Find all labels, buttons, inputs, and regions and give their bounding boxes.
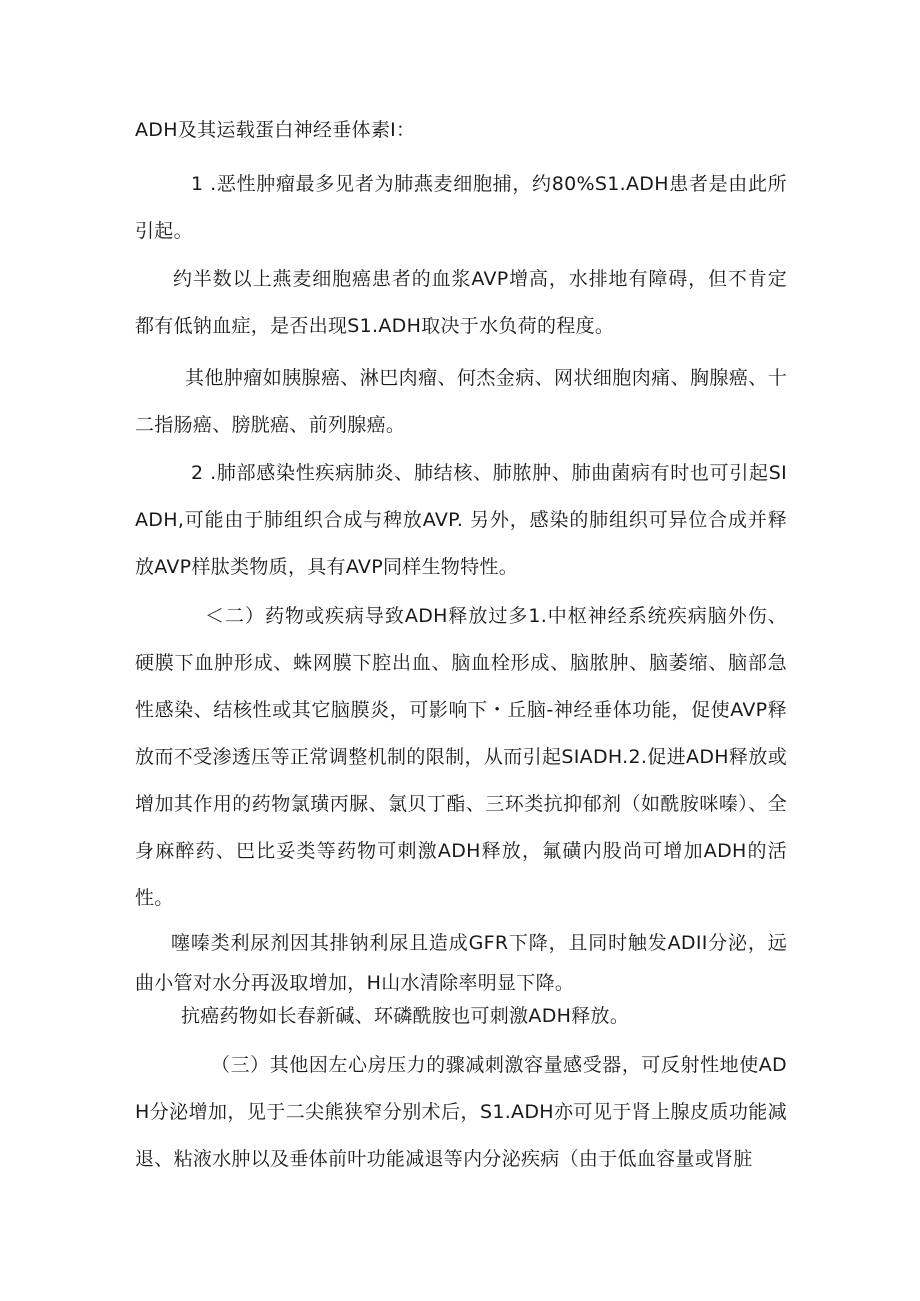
paragraph-heading: ADH及其运载蛋白神经垂体素I： xyxy=(135,119,416,141)
paragraph-2: 约半数以上燕麦细胞癌患者的血浆AVP增高，水排地有障碍，但不肯定都有低钠血症，是否出现S1.ADH取决于水负荷的程度。 xyxy=(135,268,787,337)
paragraph-1: 1 .恶性肿瘤最多见者为肺燕麦细胞捕，约80%S1.ADH患者是由此所引起。 xyxy=(135,173,787,242)
paragraph-8: （三）其他因左心房压力的骤减刺激容量感受器，可反射性地使ADH分泌增加，见于二尖熊狭窄分别术后，S1.ADH亦可见于肾上腺皮质功能减退、粘液水肿以及垂体前叶功能减退等内分泌疾病（由于低血容量或肾脏 xyxy=(135,1054,787,1170)
paragraph-5: ＜二）药物或疾病导致ADH释放过多1.中枢神经系统疾病脑外伤、硬膜下血肿形成、蛛网膜下腔出血、脑血栓形成、脑脓肿、脑萎缩、脑部急性感染、结核性或其它脑膜炎，可影响下・丘脑-神经垂体功能，促使AVP释放而不受渗透压等正常调整机制的限制，从而引起SIADH.2.促进ADH释放或增加其作用的药物氯璜丙脲、氯贝丁酯、三环类抗抑郁剂（如酰胺咪嗪）、全身麻醉药、巴比妥类等药物可刺激ADH释放，氟磺内股尚可增加ADH的活性。 xyxy=(135,605,787,909)
paragraph-3: 其他肿瘤如胰腺癌、淋巴肉瘤、何杰金病、网状细胞肉痛、胸腺癌、十二指肠癌、膀胱癌、前列腺癌。 xyxy=(135,367,787,436)
paragraph-4: 2 .肺部感染性疾病肺炎、肺结核、肺脓肿、肺曲菌病有时也可引起SIADH,可能由于肺组织合成与稗放AVP. 另外，感染的肺组织可异位合成并释放AVP样肽类物质，具有AVP同样生物特性。 xyxy=(135,462,787,578)
paragraph-6: 噻嗪类利尿剂因其排钠利尿且造成GFR下降，且同时触发ADII分泌，远曲小管对水分再汲取增加，H山水清除率明显下降。 xyxy=(135,932,787,994)
paragraph-7: 抗癌药物如长春新碱、环磷酰胺也可刺激ADH释放。 xyxy=(181,1005,630,1027)
